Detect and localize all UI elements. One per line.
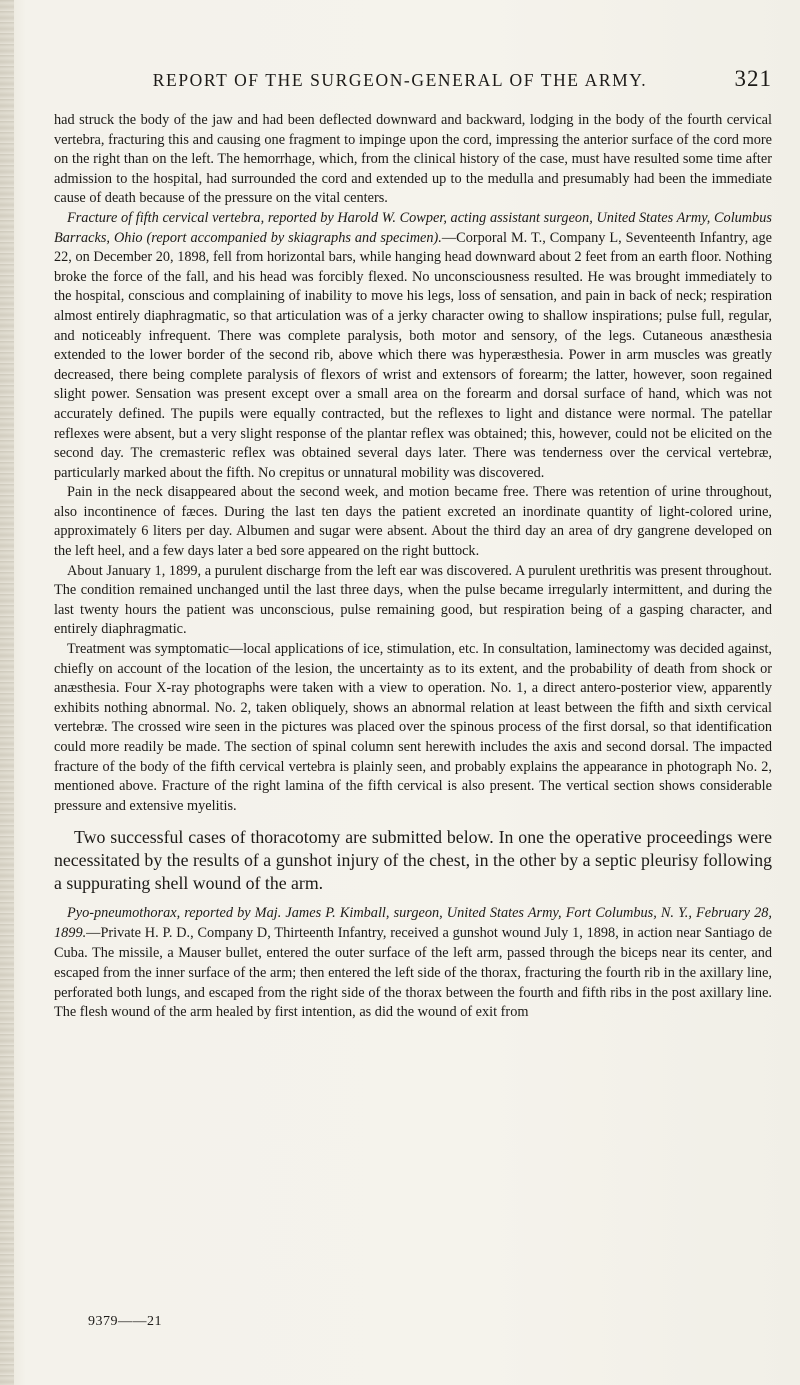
paragraph-5: Treatment was symptomatic—local applications of ice, stimulation, etc. In consultation, laminectomy was decided against, chiefly on account of the location of the lesion, the uncertainty as to its extent, and the probability of death from shock or anæsthesia. Four X-ray photographs were taken with a view to operation. No. 1, a direct antero-posterior view, apparently exhibits nothing abnormal. No. 2, taken obliquely, shows an abnormal relation at least between the fifth and sixth cervical vertebræ. The crossed wire seen in the pictures was placed over the spinous process of the first dorsal, so that identification could more readily be made. The section of spinal column sent herewith includes the axis and second dorsal. The impacted fracture of the body of the fifth cervical vertebra is plainly seen, and probably explains the appearance in photograph No. 2, mentioned above. Fracture of the right lamina of the fifth cervical is also present. The vertical section shows considerable pressure and extensive myelitis. [54, 641, 772, 814]
paragraph-3: Pain in the neck disappeared about the second week, and motion became free. There was retention of urine throughout, also incontinence of fæces. During the last ten days the patient excreted an inordinate quantity of light-colored urine, approximately 6 liters per day. Albumen and sugar were absent. About the third day an area of dry gangrene developed on the left heel, and a few days later a bed sore appeared on the right buttock. [54, 484, 772, 560]
paragraph-6: Two successful cases of thoracotomy are submitted below. In one the operative proceedings were necessitated by the results of a gunshot injury of the chest, in the other by a septic pleurisy following a suppurating shell wound of the arm. [54, 827, 772, 894]
case-text-pyopneumothorax: —Private H. P. D., Company D, Thirteenth Infantry, received a gunshot wound July 1, 1898, in action near Santiago de Cuba. The missile, a Mauser bullet, entered the outer surface of the left arm, passed through the biceps near its center, and escaped from the inner surface of the arm; then entered the left side of the thorax, fracturing the fourth rib in the axillary line, perforated both lungs, and escaped from the right side of the thorax between the fourth and fifth ribs in the post axillary line. The flesh wound of the arm healed by first intention, as did the wound of exit from [54, 925, 772, 1021]
signature-mark: 9379——21 [88, 1314, 162, 1329]
paragraph-2 [54, 209, 772, 483]
case-title-pyopneumothorax: Pyo-pneumothorax, reported by Maj. James P. Kimball, surgeon, United States Army, Fort Columbus, N. Y., February 28, 1899. [54, 905, 772, 942]
small-type-section-2 [54, 904, 772, 1023]
paragraph-1: had struck the body of the jaw and had been deflected downward and backward, lodging in the body of the fourth cervical vertebra, fracturing this and causing one fragment to impinge upon the cord, impressing the anterior surface of the cord more on the right than on the left. The hemorrhage, which, from the clinical history of the case, must have resulted some time after admission to the hospital, had surrounded the cord and extended up to the medulla and presumably had been the immediate cause of death because of the pressure on the vital centers. [54, 112, 772, 207]
case-text-fracture: —Corporal M. T., Company L, Seventeenth Infantry, age 22, on December 20, 1898, fell from horizontal bars, while hanging head downward about 2 feet from an earth floor. Nothing broke the force of the fall, and his head was forcibly flexed. No unconsciousness resulted. He was brought immediately to the hospital, conscious and complaining of inability to move his legs, loss of sensation, and pain in back of neck; respiration almost entirely diaphragmatic, so that articulation was of a jerky character owing to shallow inspirations; pulse full, regular, and noticeably infrequent. There was complete paralysis, both motor and sensory, of the legs. Cutaneous anæsthesia extended to the lower border of the second rib, above which there was hyperæsthesia. Power in arm muscles was greatly decreased, there being complete paralysis of flexors of wrist and extensors of forearm; the latter, however, soon regained slight power. Sensation was present except over a small area on the forearm and dorsal surface of hand, which was not accurately defined. The pupils were equally contracted, but the reflexes to light and distance were normal. The patellar reflexes were absent, but a very slight response of the plantar reflex was obtained; this, however, could not be elicited on the second day. The cremasteric reflex was obtained several days later. There was tenderness over the cervical vertebræ, particularly marked about the fifth. No crepitus or unnatural mobility was discovered. [54, 229, 772, 481]
page-header [100, 66, 772, 94]
binding-gutter [0, 0, 14, 1385]
body-text [54, 111, 772, 1023]
large-type-section [54, 826, 772, 895]
page-number: 321 [734, 66, 772, 91]
small-type-section [54, 111, 772, 816]
paragraph-7 [54, 904, 772, 1023]
case-title-fracture: Fracture of fifth cervical vertebra, reported by Harold W. Cowper, acting assistant surgeon, United States Army, Columbus Barracks, Ohio (report accompanied by skiagraphs and specimen). [54, 209, 772, 246]
paragraph-4: About January 1, 1899, a purulent discharge from the left ear was discovered. A purulent urethritis was present throughout. The condition remained unchanged until the last three days, when the pulse became irregularly intermittent, and during the last twenty hours the patient was unconscious, pulse remaining good, but respiration being of a gasping character, and entirely diaphragmatic. [54, 562, 772, 638]
running-head: REPORT OF THE SURGEON-GENERAL OF THE ARMY. [152, 70, 648, 90]
